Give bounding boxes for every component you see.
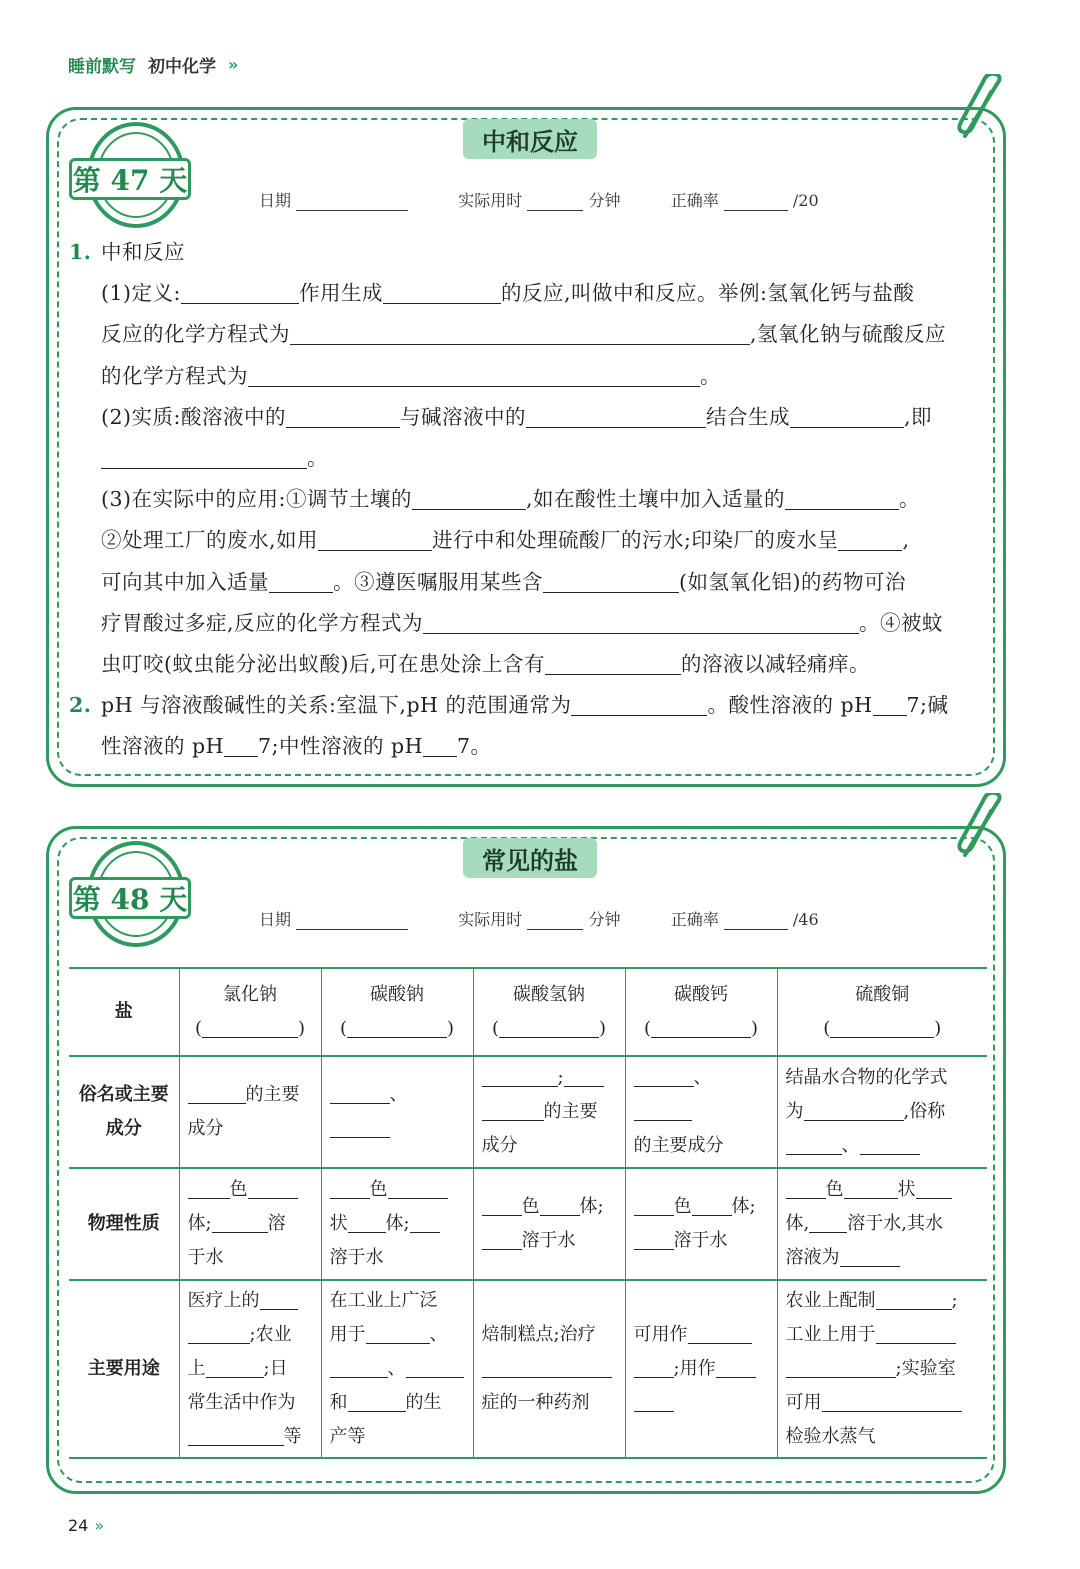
formula-blank[interactable] xyxy=(830,1016,934,1038)
date-label: 日期 xyxy=(259,191,292,210)
answer-blank[interactable] xyxy=(785,486,899,510)
date-field[interactable] xyxy=(296,195,408,211)
day47-badge xyxy=(69,122,195,230)
answer-blank[interactable] xyxy=(260,1288,298,1310)
day48-badge xyxy=(69,841,195,949)
q1-line-2 xyxy=(69,314,987,355)
text: 和 xyxy=(329,1392,348,1413)
text: 体; xyxy=(385,1213,410,1234)
q1-line-1 xyxy=(69,273,987,314)
text: 色 xyxy=(229,1179,248,1200)
answer-blank[interactable] xyxy=(248,1177,298,1199)
text: 。 xyxy=(898,487,920,512)
text: (如氢氧化铝)的药物可治 xyxy=(679,569,906,594)
text: 体, xyxy=(785,1213,810,1234)
q1-line-5 xyxy=(69,438,987,479)
text: 症的一种药剂 xyxy=(481,1392,590,1413)
answer-blank[interactable] xyxy=(181,280,299,304)
text: ( xyxy=(491,1018,499,1039)
text: 可用作 xyxy=(633,1324,688,1345)
answer-blank[interactable] xyxy=(423,610,859,634)
text: 7;中性溶液的 pH xyxy=(258,734,423,759)
answer-blank[interactable] xyxy=(383,280,501,304)
formula-blank[interactable] xyxy=(651,1016,751,1038)
formula-blank[interactable] xyxy=(202,1016,298,1038)
answer-blank[interactable] xyxy=(410,1211,440,1233)
table-row xyxy=(69,1280,987,1458)
text: 的生 xyxy=(405,1392,442,1413)
text: ) xyxy=(934,1018,942,1039)
q1-line-4 xyxy=(69,397,987,438)
text: 。③遵医嘱服用某些含 xyxy=(333,569,543,594)
answer-blank[interactable] xyxy=(388,1177,448,1199)
text: 的主要 xyxy=(543,1101,598,1122)
text: ) xyxy=(298,1018,306,1039)
salt-name: 氯化钠 xyxy=(223,984,277,1005)
page-footer xyxy=(68,1516,104,1535)
text: 状 xyxy=(897,1179,916,1200)
answer-blank[interactable] xyxy=(366,1322,430,1344)
answer-blank[interactable] xyxy=(688,1322,752,1344)
salt-name: 碳酸钠 xyxy=(370,984,424,1005)
paperclip-icon xyxy=(951,74,1011,144)
text: 疗胃酸过多症,反应的化学方程式为 xyxy=(101,610,424,635)
time-field[interactable] xyxy=(527,914,583,930)
formula-blank[interactable] xyxy=(499,1016,599,1038)
answer-blank[interactable] xyxy=(482,1356,612,1378)
text: 可用 xyxy=(785,1392,822,1413)
answer-blank[interactable] xyxy=(838,527,902,551)
table-row xyxy=(69,1056,987,1168)
text: 反应的化学方程式为 xyxy=(101,322,290,347)
text: ;日 xyxy=(263,1358,288,1379)
answer-blank[interactable] xyxy=(412,486,526,510)
cell xyxy=(625,1056,777,1168)
answer-blank[interactable] xyxy=(571,692,707,716)
text: 作用生成 xyxy=(298,281,383,306)
answer-blank[interactable] xyxy=(809,1211,847,1233)
text: 体; xyxy=(187,1213,212,1234)
accuracy-total: /46 xyxy=(792,910,819,929)
row-header-uses: 主要用途 xyxy=(69,1280,179,1458)
answer-blank[interactable] xyxy=(634,1356,674,1378)
answer-blank[interactable] xyxy=(188,1177,230,1199)
text: 结合生成 xyxy=(705,404,790,429)
text: ( xyxy=(823,1018,831,1039)
footer-chevron-icon: » xyxy=(94,1516,105,1535)
text: ,俗称 xyxy=(903,1101,946,1122)
accuracy-label: 正确率 xyxy=(670,191,719,210)
answer-blank[interactable] xyxy=(212,1211,268,1233)
text: 性溶液的 pH xyxy=(101,734,225,759)
text: 产等 xyxy=(329,1426,366,1447)
text: pH 与溶液酸碱性的关系:室温下,pH 的范围通常为 xyxy=(101,693,572,718)
accuracy-field[interactable] xyxy=(724,195,788,211)
q2-line-2 xyxy=(69,726,987,767)
text: 色 xyxy=(369,1179,388,1200)
text: 。 xyxy=(700,363,721,388)
formula-blank[interactable] xyxy=(347,1016,447,1038)
answer-blank[interactable] xyxy=(564,1065,604,1087)
cell xyxy=(777,1056,987,1168)
text: 上 xyxy=(187,1358,206,1379)
answer-blank[interactable] xyxy=(348,1211,386,1233)
text: 溶于水,其水 xyxy=(847,1213,943,1234)
time-label: 实际用时 xyxy=(458,910,523,929)
answer-blank[interactable] xyxy=(873,692,907,716)
text: ) xyxy=(751,1018,759,1039)
text: 溶 xyxy=(267,1213,286,1234)
answer-blank[interactable] xyxy=(188,1082,246,1104)
answer-blank[interactable] xyxy=(188,1322,250,1344)
day48-meta xyxy=(259,907,819,930)
cell xyxy=(321,1168,473,1280)
text: 医疗上的 xyxy=(187,1290,260,1311)
day48-title: 常见的盐 xyxy=(463,838,597,878)
cell xyxy=(777,1168,987,1280)
answer-blank[interactable] xyxy=(330,1116,390,1138)
salt-name: 硫酸铜 xyxy=(855,984,910,1005)
text: 的溶液以减轻痛痒。 xyxy=(681,652,871,677)
page-header xyxy=(68,52,238,77)
text: 。酸性溶液的 pH xyxy=(707,693,873,718)
time-unit: 分钟 xyxy=(588,910,621,929)
answer-blank[interactable] xyxy=(269,569,333,593)
time-field[interactable] xyxy=(527,195,583,211)
answer-blank[interactable] xyxy=(786,1177,826,1199)
text: 7。 xyxy=(457,734,492,759)
salt-cuso4 xyxy=(777,968,987,1056)
text: ;农业 xyxy=(249,1324,292,1345)
page-number: 24 xyxy=(68,1516,89,1535)
q1-line-6 xyxy=(69,479,987,520)
answer-blank[interactable] xyxy=(804,1099,904,1121)
text: 色 xyxy=(825,1179,844,1200)
cell xyxy=(179,1168,321,1280)
text: 的化学方程式为 xyxy=(101,363,248,388)
text: ; xyxy=(557,1067,564,1088)
answer-blank[interactable] xyxy=(716,1356,756,1378)
time-label: 实际用时 xyxy=(458,191,523,210)
table-row xyxy=(69,1168,987,1280)
row-header-salt: 盐 xyxy=(69,968,179,1056)
answer-blank[interactable] xyxy=(482,1228,522,1250)
header-subject: 初中化学 xyxy=(148,57,216,77)
salt-name: 碳酸钙 xyxy=(674,984,728,1005)
answer-blank[interactable] xyxy=(822,1390,962,1412)
cell xyxy=(625,1280,777,1458)
text: ,如在酸性土壤中加入适量的 xyxy=(525,487,785,512)
day47-body xyxy=(69,232,987,768)
row-header-physical: 物理性质 xyxy=(69,1168,179,1280)
day48-badge-label: 第 48 天 xyxy=(69,877,191,919)
answer-blank[interactable] xyxy=(330,1356,388,1378)
cell xyxy=(179,1056,321,1168)
text: 用于 xyxy=(329,1324,366,1345)
answer-blank[interactable] xyxy=(482,1194,522,1216)
text: (2)实质:酸溶液中的 xyxy=(101,404,286,429)
cell xyxy=(473,1168,625,1280)
salt-caco3 xyxy=(625,968,777,1056)
text: 成分 xyxy=(187,1118,224,1139)
text: ;实验室 xyxy=(895,1358,956,1379)
text: 进行中和处理硫酸厂的污水;印染厂的废水呈 xyxy=(432,528,839,553)
q1-line-3 xyxy=(69,356,987,397)
text: 工业上用于 xyxy=(785,1324,876,1345)
answer-blank[interactable] xyxy=(786,1133,842,1155)
answer-blank[interactable] xyxy=(634,1194,674,1216)
answer-blank[interactable] xyxy=(545,651,681,675)
answer-blank[interactable] xyxy=(790,404,904,428)
text: ( xyxy=(194,1018,202,1039)
date-field[interactable] xyxy=(296,914,408,930)
answer-blank[interactable] xyxy=(692,1194,732,1216)
q1-line-10 xyxy=(69,644,987,685)
text: 体; xyxy=(579,1196,604,1217)
text: 于水 xyxy=(187,1247,224,1268)
salt-nacl xyxy=(179,968,321,1056)
text: , xyxy=(902,528,910,553)
answer-blank[interactable] xyxy=(330,1177,370,1199)
cell xyxy=(179,1280,321,1458)
q1-number: 1. xyxy=(69,240,92,264)
text: 结晶水合物的化学式 xyxy=(785,1067,948,1088)
day48-card xyxy=(46,826,1006,1494)
answer-blank[interactable] xyxy=(634,1065,694,1087)
cell xyxy=(625,1168,777,1280)
header-chevron-icon: » xyxy=(228,55,239,74)
q2-line-1 xyxy=(69,685,987,726)
cell xyxy=(473,1056,625,1168)
accuracy-field[interactable] xyxy=(724,914,788,930)
answer-blank[interactable] xyxy=(844,1177,898,1199)
paperclip-icon xyxy=(951,793,1011,863)
text: 溶于水 xyxy=(329,1247,384,1268)
q1-title-line xyxy=(69,232,987,273)
day47-card xyxy=(46,107,1006,787)
text: 检验水蒸气 xyxy=(785,1426,876,1447)
salt-name: 碳酸氢钠 xyxy=(513,984,585,1005)
time-unit: 分钟 xyxy=(588,191,621,210)
q1-line-9 xyxy=(69,603,987,644)
text: 焙制糕点;治疗 xyxy=(481,1324,596,1345)
answer-blank[interactable] xyxy=(526,404,706,428)
text: 。 xyxy=(307,446,328,471)
text: ( xyxy=(339,1018,347,1039)
text: 、 xyxy=(387,1358,406,1379)
answer-blank[interactable] xyxy=(101,445,307,469)
text: 、 xyxy=(429,1324,448,1345)
text: 色 xyxy=(673,1196,692,1217)
answer-blank[interactable] xyxy=(482,1065,558,1087)
salt-na2co3 xyxy=(321,968,473,1056)
text: 溶液为 xyxy=(785,1247,840,1268)
answer-blank[interactable] xyxy=(634,1099,692,1121)
answer-blank[interactable] xyxy=(482,1099,544,1121)
text: 虫叮咬(蚊虫能分泌出蚁酸)后,可在患处涂上含有 xyxy=(101,652,546,677)
text: ;用作 xyxy=(673,1358,716,1379)
q2-number: 2. xyxy=(69,693,92,718)
text: 、 xyxy=(841,1135,860,1156)
cell xyxy=(321,1280,473,1458)
text: ; xyxy=(951,1290,958,1311)
answer-blank[interactable] xyxy=(188,1424,284,1446)
text: 。④被蚊 xyxy=(859,610,944,635)
answer-blank[interactable] xyxy=(224,733,258,757)
text: ,即 xyxy=(903,404,932,429)
salt-nahco3 xyxy=(473,968,625,1056)
answer-blank[interactable] xyxy=(318,527,432,551)
day47-meta xyxy=(259,188,819,211)
text: 、 xyxy=(389,1084,408,1105)
answer-blank[interactable] xyxy=(290,321,750,345)
text: ) xyxy=(447,1018,455,1039)
date-label: 日期 xyxy=(259,910,292,929)
text: 成分 xyxy=(481,1135,518,1156)
text: (3)在实际中的应用:①调节土壤的 xyxy=(101,487,412,512)
accuracy-total: /20 xyxy=(792,191,819,210)
text: ) xyxy=(599,1018,607,1039)
day47-title: 中和反应 xyxy=(463,119,597,159)
text: 在工业上广泛 xyxy=(329,1290,438,1311)
text: 色 xyxy=(521,1196,540,1217)
text: 体; xyxy=(731,1196,756,1217)
cell xyxy=(473,1280,625,1458)
text: ,氢氧化钠与硫酸反应 xyxy=(750,322,947,347)
answer-blank[interactable] xyxy=(206,1356,264,1378)
answer-blank[interactable] xyxy=(876,1288,952,1310)
text: 的主要成分 xyxy=(633,1135,724,1156)
answer-blank[interactable] xyxy=(840,1245,900,1267)
text: 等 xyxy=(283,1426,302,1447)
answer-blank[interactable] xyxy=(634,1390,674,1412)
text: 与碱溶液中的 xyxy=(399,404,526,429)
answer-blank[interactable] xyxy=(330,1082,390,1104)
cell xyxy=(321,1056,473,1168)
answer-blank[interactable] xyxy=(406,1356,464,1378)
text: ②处理工厂的废水,如用 xyxy=(101,528,319,553)
text: 溶于水 xyxy=(521,1230,576,1251)
header-brand: 睡前默写 xyxy=(68,57,136,77)
text: (1)定义: xyxy=(101,281,181,306)
accuracy-label: 正确率 xyxy=(670,910,719,929)
table-row xyxy=(69,968,987,1056)
answer-blank[interactable] xyxy=(876,1322,956,1344)
answer-blank[interactable] xyxy=(786,1356,896,1378)
answer-blank[interactable] xyxy=(634,1228,674,1250)
answer-blank[interactable] xyxy=(916,1177,952,1199)
salt-table xyxy=(69,967,987,1459)
text: 常生活中作为 xyxy=(187,1392,296,1413)
cell xyxy=(777,1280,987,1458)
q1-line-7 xyxy=(69,520,987,561)
text: 溶于水 xyxy=(673,1230,728,1251)
answer-blank[interactable] xyxy=(248,363,700,387)
text: 、 xyxy=(693,1067,712,1088)
text: 的主要 xyxy=(245,1084,300,1105)
answer-blank[interactable] xyxy=(540,1194,580,1216)
text: 状 xyxy=(329,1213,348,1234)
answer-blank[interactable] xyxy=(860,1133,920,1155)
text: 农业上配制 xyxy=(785,1290,876,1311)
text: 为 xyxy=(785,1101,804,1122)
text: 7;碱 xyxy=(906,693,949,718)
answer-blank[interactable] xyxy=(543,569,679,593)
row-header-common: 俗名或主要成分 xyxy=(69,1056,179,1168)
answer-blank[interactable] xyxy=(286,404,400,428)
q1-line-8 xyxy=(69,562,987,603)
answer-blank[interactable] xyxy=(348,1390,406,1412)
q1-title: 中和反应 xyxy=(101,240,185,264)
answer-blank[interactable] xyxy=(423,733,457,757)
text: ( xyxy=(643,1018,651,1039)
day47-badge-label: 第 47 天 xyxy=(69,158,191,200)
text: 可向其中加入适量 xyxy=(101,569,269,594)
text: 的反应,叫做中和反应。举例:氢氧化钙与盐酸 xyxy=(500,281,915,306)
